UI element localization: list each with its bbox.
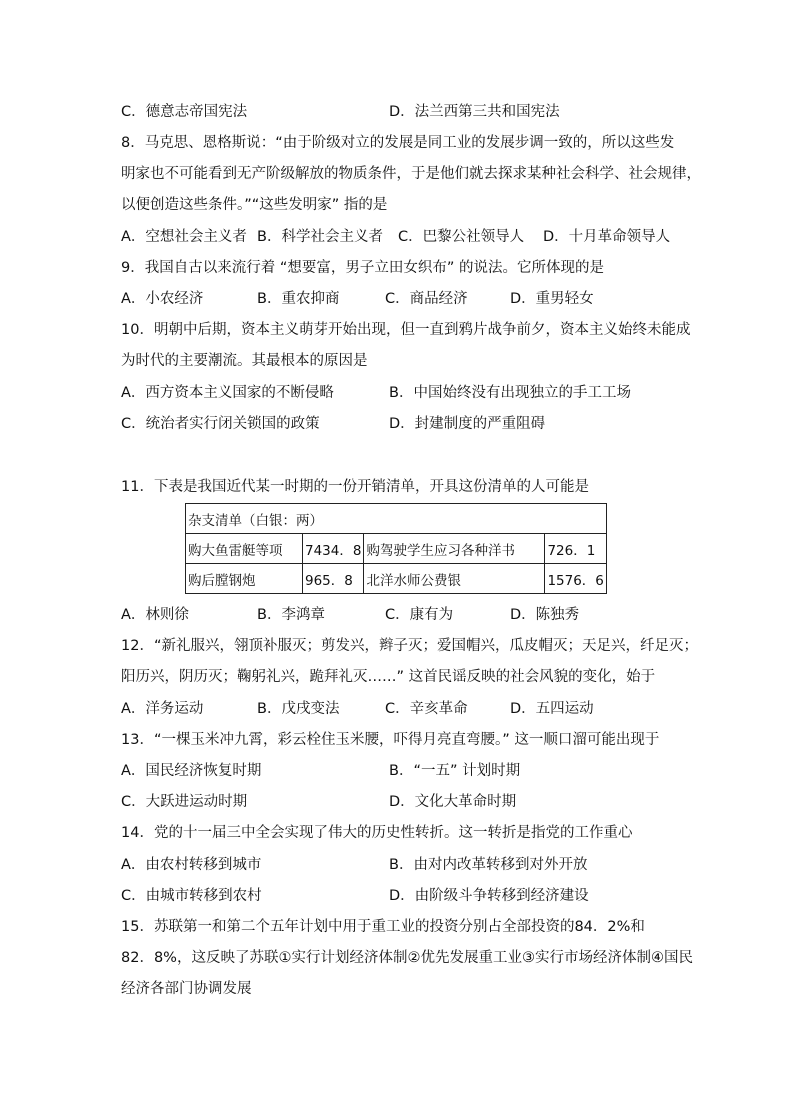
ledger-amount: 726．1 xyxy=(545,534,606,564)
q10-option-d: D．封建制度的严重阻碍 xyxy=(389,416,546,432)
q13-option-a: A．国民经济恢复时期 xyxy=(121,763,262,779)
q8-option-c: C．巴黎公社领导人 xyxy=(398,229,525,245)
ledger-header-row xyxy=(186,504,607,534)
ledger-item: 购驾驶学生应习各种洋书 xyxy=(364,534,545,564)
ledger-amount: 965．8 xyxy=(303,564,364,594)
ledger-header: 杂支清单（白银：两） xyxy=(186,504,607,534)
q12-stem-line-1: 12．“新礼服兴，翎顶补服灭；剪发兴，辫子灭；爱国帽兴，瓜皮帽灭；天足兴，纤足灭； xyxy=(121,638,698,654)
q13-stem: 13．“一棵玉米冲九霄，彩云栓住玉米腰，吓得月亮直弯腰。” 这一顺口溜可能出现于 xyxy=(121,732,660,748)
q7-option-c: C．德意志帝国宪法 xyxy=(121,104,248,120)
table-row xyxy=(186,534,607,564)
ledger-item: 购后膛钢炮 xyxy=(186,564,303,594)
q12-option-b: B．戊戌变法 xyxy=(257,701,340,717)
q9-option-c: C．商品经济 xyxy=(385,291,468,307)
q9-option-b: B．重农抑商 xyxy=(257,291,340,307)
q9-stem: 9．我国自古以来流行着 “想要富，男子立田女织布” 的说法。它所体现的是 xyxy=(121,260,604,276)
q12-stem-line-2: 阳历兴，阴历灭；鞠躬礼兴，跪拜礼灭……” 这首民谣反映的社会风貌的变化，始于 xyxy=(121,669,656,685)
q15-stem-line-2: 82．8%，这反映了苏联①实行计划经济体制②优先发展重工业③实行市场经济体制④国民 xyxy=(121,950,693,966)
q11-option-c: C．康有为 xyxy=(385,607,454,623)
q10-option-c: C．统治者实行闭关锁国的政策 xyxy=(121,416,320,432)
q14-option-b: B．由对内改革转移到对外开放 xyxy=(389,857,588,873)
q10-option-b: B．中国始终没有出现独立的手工工场 xyxy=(389,385,631,401)
q11-option-d: D．陈独秀 xyxy=(510,607,580,623)
q9-option-d: D．重男轻女 xyxy=(510,291,594,307)
ledger-amount: 7434．8 xyxy=(303,534,364,564)
table-row xyxy=(186,564,607,594)
q10-stem-line-1: 10．明朝中后期，资本主义萌芽开始出现，但一直到鸦片战争前夕，资本主义始终未能成 xyxy=(121,322,691,338)
q11-option-a: A．林则徐 xyxy=(121,607,189,623)
q8-option-d: D．十月革命领导人 xyxy=(543,229,671,245)
ledger-item: 北洋水师公费银 xyxy=(364,564,545,594)
q13-option-d: D．文化大革命时期 xyxy=(389,794,517,810)
q9-option-a: A．小农经济 xyxy=(121,291,204,307)
q13-option-b: B．“一五” 计划时期 xyxy=(389,763,521,779)
q14-option-a: A．由农村转移到城市 xyxy=(121,857,262,873)
q14-stem: 14．党的十一届三中全会实现了伟大的历史性转折。这一转折是指党的工作重心 xyxy=(121,825,633,841)
q11-stem: 11．下表是我国近代某一时期的一份开销清单，开具这份清单的人可能是 xyxy=(121,479,589,495)
expense-ledger-table xyxy=(185,503,607,594)
q10-option-a: A．西方资本主义国家的不断侵略 xyxy=(121,385,334,401)
q15-stem-line-3: 经济各部门协调发展 xyxy=(121,981,252,997)
q14-option-c: C．由城市转移到农村 xyxy=(121,888,262,904)
q8-stem-line-1: 8．马克思、恩格斯说：“由于阶级对立的发展是同工业的发展步调一致的，所以这些发 xyxy=(121,135,675,151)
q14-option-d: D．由阶级斗争转移到经济建设 xyxy=(389,888,589,904)
q8-stem-line-3: 以便创造这些条件。”“这些发明家” 指的是 xyxy=(121,197,388,213)
q11-option-b: B．李鸿章 xyxy=(257,607,325,623)
q8-stem-line-2: 明家也不可能看到无产阶级解放的物质条件，于是他们就去探求某种社会科学、社会规律， xyxy=(121,166,701,182)
ledger-item: 购大鱼雷艇等项 xyxy=(186,534,303,564)
ledger-amount: 1576．6 xyxy=(545,564,606,594)
q12-option-d: D．五四运动 xyxy=(510,701,594,717)
q8-option-a: A．空想社会主义者 xyxy=(121,229,247,245)
q12-option-c: C．辛亥革命 xyxy=(385,701,468,717)
q15-stem-line-1: 15．苏联第一和第二个五年计划中用于重工业的投资分别占全部投资的84．2%和 xyxy=(121,919,645,935)
q13-option-c: C．大跃进运动时期 xyxy=(121,794,248,810)
q8-option-b: B．科学社会主义者 xyxy=(257,229,383,245)
q7-option-d: D．法兰西第三共和国宪法 xyxy=(389,104,560,120)
q10-stem-line-2: 为时代的主要潮流。其最根本的原因是 xyxy=(121,353,368,369)
q12-option-a: A．洋务运动 xyxy=(121,701,204,717)
